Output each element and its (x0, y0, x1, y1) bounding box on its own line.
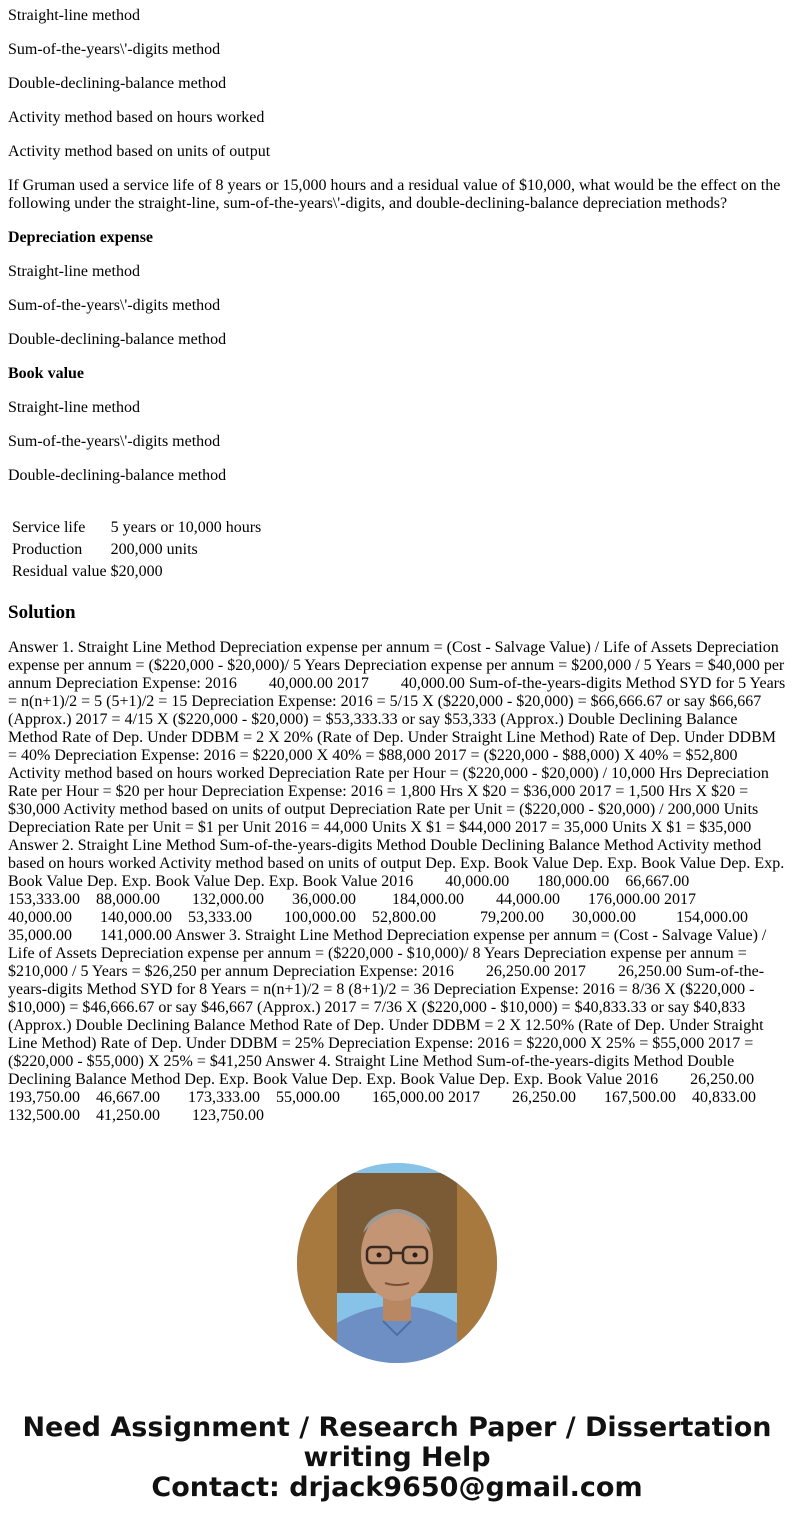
book-value-method-item: Double-declining-balance method (8, 467, 227, 484)
banner-line: Need Assignment / Research Paper / Dissertation (22, 1412, 772, 1443)
banner-line: writing Help (303, 1442, 491, 1473)
page-content (0, 7, 794, 1503)
book-value-method-item: Straight-line method (8, 399, 140, 416)
book-value-heading: Book value (8, 365, 85, 382)
info-value: $20,000 (110, 563, 163, 580)
promo-banner (8, 1413, 786, 1503)
info-label: Residual value (12, 563, 107, 580)
depreciation-method-item: Sum-of-the-years\'-digits method (8, 297, 221, 314)
method-item: Activity method based on hours worked (8, 109, 265, 126)
asset-info-table (9, 516, 264, 584)
info-value: 5 years or 10,000 hours (110, 519, 262, 536)
depreciation-method-item: Double-declining-balance method (8, 331, 227, 348)
info-value: 200,000 units (110, 541, 198, 558)
book-value-method-item: Sum-of-the-years\'-digits method (8, 433, 221, 450)
banner-contact: Contact: drjack9650@gmail.com (151, 1472, 643, 1503)
depreciation-method-item: Straight-line method (8, 263, 140, 280)
avatar-container (8, 1163, 786, 1363)
method-item: Activity method based on units of output (8, 143, 271, 160)
method-item: Sum-of-the-years\'-digits method (8, 41, 221, 58)
portrait-illustration (297, 1163, 497, 1363)
table-row (11, 540, 262, 560)
table-row (11, 518, 262, 538)
method-item: Straight-line method (8, 7, 140, 24)
method-item: Double-declining-balance method (8, 75, 227, 92)
question-text: If Gruman used a service life of 8 years or 15,000 hours and a residual value of $10,000, what would be the effect on the following under the straight-line, sum-of-the-years\'-digits, and double-declining-balance depreciation methods? (8, 177, 781, 212)
table-row (11, 562, 262, 582)
depreciation-heading: Depreciation expense (8, 229, 154, 246)
author-portrait-icon (297, 1163, 497, 1363)
solution-answer-text: Answer 1. Straight Line Method Depreciation expense per annum = (Cost - Salvage Value) / Life of Assets Depreciation expense per annum = ($220,000 - $20,000)/ 5 Years Depreciation expense per annum = $200,000 / 5 Years = $40,000 per annum Depreciation Expense: 2016 40,000.00 2017 40,000.00 Sum-of-the-years-digits Method SYD for 5 Years = n(n+1)/2 = 5 (5+1)/2 = 15 Depreciation Expense: 2016 = 5/15 X ($220,000 - $20,000) = $66,666.67 or say $66,667 (Approx.) 2017 = 4/15 X ($220,000 - $20,000) = $53,333.33 or say $53,333 (Approx.) Double Declining Balance Method Rate of Dep. Under DDBM = 2 X 20% (Rate of Dep. Under Straight Line Method) Rate of Dep. Under DDBM = 40% Depreciation Expense: 2016 = $220,000 X 40% = $88,000 2017 = ($220,000 - $88,000) X 40% = $52,800 Activity method based on hours worked Depreciation Rate per Hour = ($220,000 - $20,000) / 10,000 Hrs Depreciation Rate per Hour = $20 per hour Depreciation Expense: 2016 = 1,800 Hrs X $20 = $36,000 2017 = 1,500 Hrs X $20 = $30,000 Activity method based on units of output Depreciation Rate per Unit = ($220,000 - $20,000) / 200,000 Units Depreciation Rate per Unit = $1 per Unit 2016 = 44,000 Units X $1 = $44,000 2017 = 35,000 Units X $1 = $35,000 Answer 2. Straight Line Method Sum-of-the-years-digits Method Double Declining Balance Method Activity method based on hours worked Activity method based on units of output Dep. Exp. Book Value Dep. Exp. Book Value Dep. Exp. Book Value Dep. Exp. Book Value Dep. Exp. Book Value 2016 40,000.00 180,000.00 66,667.00 153,333.00 88,000.00 132,000.00 36,000.00 184,000.00 44,000.00 176,000.00 2017 40,000.00 140,000.00 53,333.00 100,000.00 52,800.00 79,200.00 30,000.00 154,000.00 35,000.00 141,000.00 Answer 3. Straight Line Method Depreciation expense per annum = (Cost - Salvage Value) / Life of Assets Depreciation expense per annum = ($220,000 - $10,000)/ 8 Years Depreciation expense per annum = $210,000 / 5 Years = $26,250 per annum Depreciation Expense: 2016 26,250.00 2017 26,250.00 Sum-of-the-years-digits Method SYD for 8 Years = n(n+1)/2 = 8 (8+1)/2 = 36 Depreciation Expense: 2016 = 8/36 X ($220,000 - $10,000) = $46,666.67 or say $46,667 (Approx.) 2017 = 7/36 X ($220,000 - $10,000) = $40,833.33 or say $40,833 (Approx.) Double Declining Balance Method Rate of Dep. Under DDBM = 2 X 12.50% (Rate of Dep. Under Straight Line Method) Rate of Dep. Under DDBM = 25% Depreciation Expense: 2016 = $220,000 X 25% = $55,000 2017 = ($220,000 - $55,000) X 25% = $41,250 Answer 4. Straight Line Method Sum-of-the-years-digits Method Double Declining Balance Method Dep. Exp. Book Value Dep. Exp. Book Value Dep. Exp. Book Value 2016 26,250.00 193,750.00 46,667.00 173,333.00 55,000.00 165,000.00 2017 26,250.00 167,500.00 40,833.00 132,500.00 41,250.00 123,750.00 (8, 639, 790, 1124)
info-label: Production (12, 541, 83, 558)
solution-heading: Solution (8, 602, 76, 623)
info-label: Service life (12, 519, 86, 536)
